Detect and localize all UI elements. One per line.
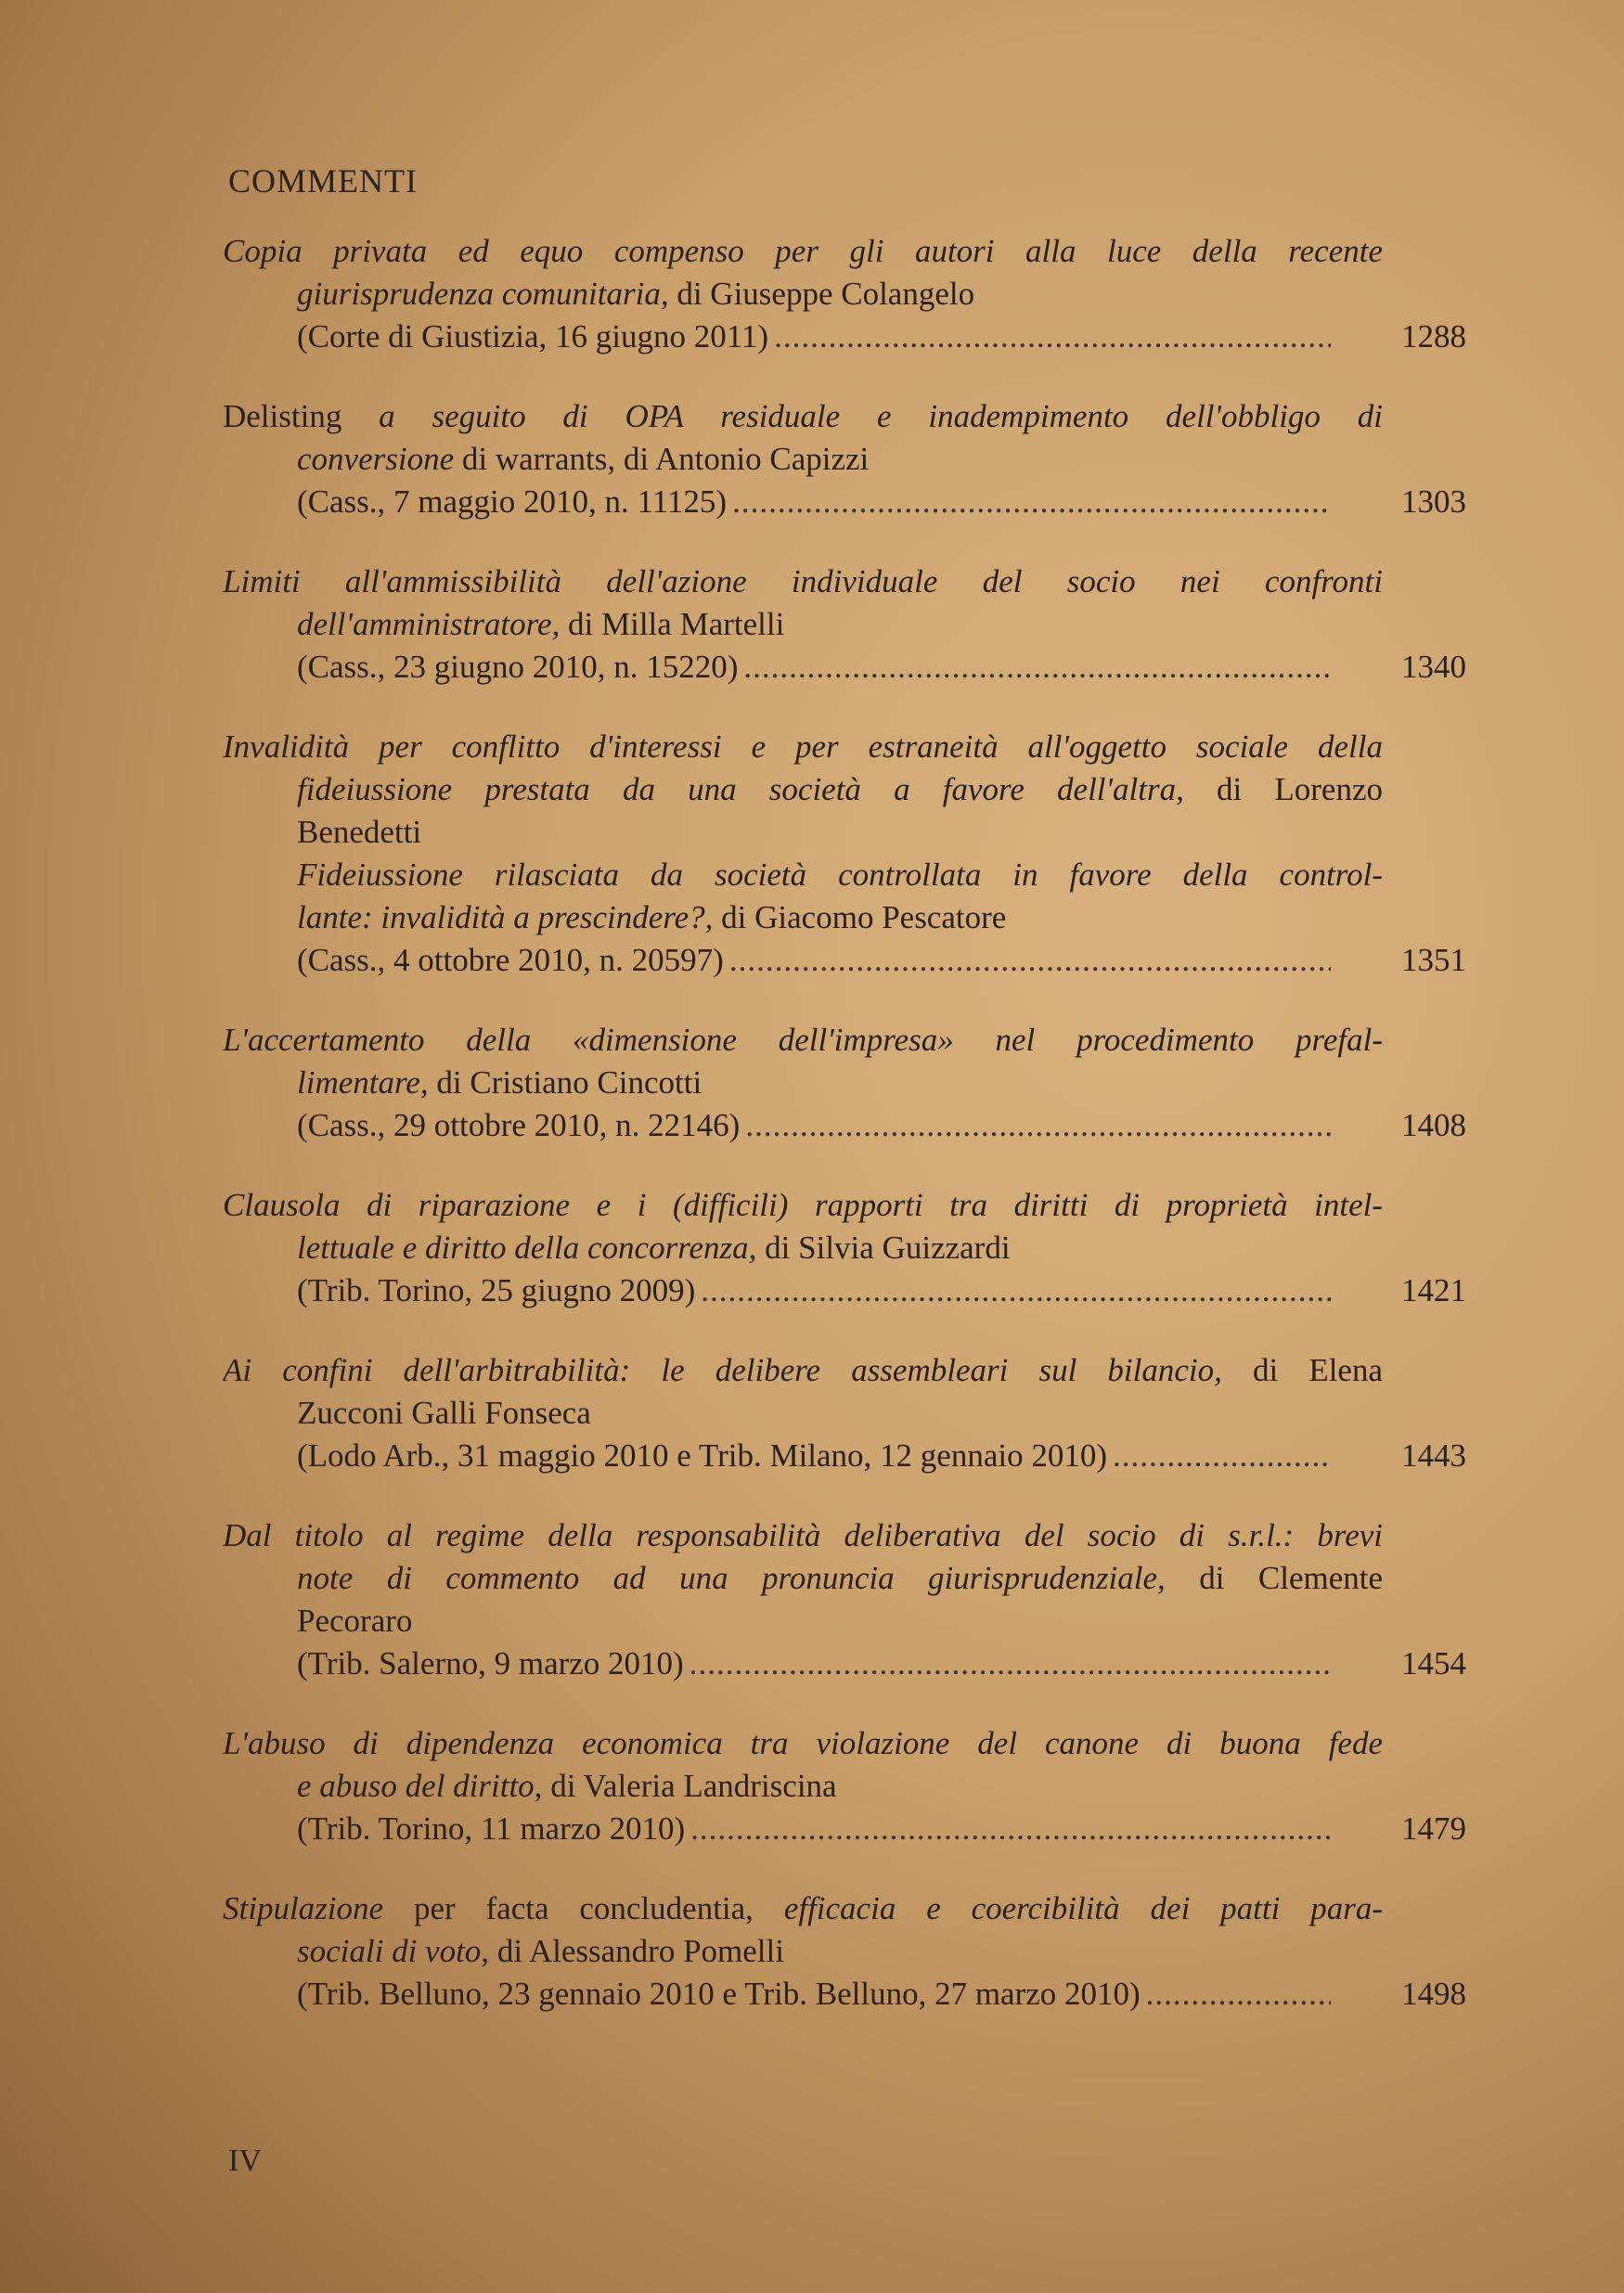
- entry-title-line: [223, 726, 1383, 768]
- dot-leader: [701, 1269, 1331, 1312]
- toc-entry: [223, 395, 1466, 523]
- entry-reference-line: [223, 646, 1466, 689]
- entry-continuation-line: [223, 1227, 1466, 1269]
- entry-continuation-line: [223, 273, 1466, 316]
- dot-leader: [732, 481, 1331, 523]
- court-reference: (Trib. Salerno, 9 marzo 2010): [297, 1645, 684, 1681]
- dot-leader: [745, 1104, 1331, 1147]
- entry-reference-line: [223, 1642, 1466, 1685]
- entry-title-line: [223, 1514, 1383, 1557]
- entry-text: Zucconi Galli Fonseca: [297, 1395, 591, 1431]
- court-reference: (Cass., 23 giugno 2010, n. 15220): [297, 649, 739, 685]
- court-reference: (Cass., 7 maggio 2010, n. 11125): [297, 483, 728, 520]
- entry-title-italic: L'accertamento della «dimensione dell'impresa» nel procedimento prefal-: [223, 1022, 1383, 1058]
- entry-title-italic: conversione: [297, 441, 455, 477]
- entry-reference-line: [223, 1973, 1466, 2016]
- entry-reference-line: [223, 939, 1466, 982]
- dot-leader: [1146, 1973, 1331, 2016]
- entry-title-line: [223, 1019, 1383, 1062]
- entry-text: di Milla Martelli: [560, 606, 785, 642]
- entry-text: di Alessandro Pomelli: [489, 1933, 784, 1969]
- entry-text: di Clemente: [1165, 1560, 1383, 1596]
- entry-reference-line: [223, 1435, 1466, 1477]
- page-number: 1303: [1401, 483, 1466, 520]
- entry-title-italic: Fideiussione rilasciata da società controllata in favore della control-: [297, 857, 1383, 893]
- entry-title-italic: fideiussione prestata da una società a favore dell'altra,: [297, 771, 1184, 807]
- entry-continuation-line: [223, 1930, 1466, 1973]
- court-reference: (Trib. Belluno, 23 gennaio 2010 e Trib. Belluno, 27 marzo 2010): [297, 1976, 1141, 2012]
- entry-title-italic: e abuso del diritto,: [297, 1768, 543, 1804]
- entry-title-line: [223, 560, 1383, 603]
- entry-continuation-line: [223, 438, 1466, 481]
- entry-text: di Giacomo Pescatore: [713, 899, 1007, 935]
- entry-reference-line: [223, 481, 1466, 523]
- court-reference: (Lodo Arb., 31 maggio 2010 e Trib. Milano, 12 gennaio 2010): [297, 1437, 1108, 1474]
- entry-continuation-line: [223, 1392, 1466, 1435]
- court-reference: (Trib. Torino, 25 giugno 2009): [297, 1272, 696, 1308]
- toc-entry: [223, 1019, 1466, 1147]
- court-reference: (Cass., 29 ottobre 2010, n. 22146): [297, 1107, 741, 1143]
- entry-text: Pecoraro: [297, 1603, 413, 1639]
- page-number: 1351: [1401, 942, 1466, 978]
- page-number: 1340: [1401, 649, 1466, 685]
- toc-entry: [223, 1722, 1466, 1850]
- entry-text: di Valeria Landriscina: [542, 1768, 837, 1804]
- page-number: 1479: [1401, 1810, 1466, 1847]
- entry-title-italic: Stipulazione: [223, 1890, 384, 1926]
- entry-title-line: [223, 1184, 1383, 1227]
- entry-title-italic: giurisprudenza comunitaria,: [297, 276, 669, 312]
- toc-entries: [223, 230, 1466, 2053]
- entry-title-italic: lante: invalidità a prescindere?,: [297, 899, 714, 935]
- entry-continuation-line: [223, 811, 1383, 854]
- entry-title-italic: efficacia e coercibilità dei patti para-: [753, 1890, 1383, 1926]
- entry-text: per facta concludentia,: [383, 1890, 754, 1926]
- dot-leader: [690, 1808, 1331, 1850]
- page-number: 1443: [1401, 1437, 1466, 1474]
- entry-continuation-line: [223, 896, 1466, 939]
- entry-text: Delisting: [223, 398, 342, 434]
- entry-continuation-line: [223, 768, 1383, 811]
- entry-continuation-line: [223, 1600, 1466, 1642]
- section-title: COMMENTI: [228, 162, 418, 200]
- entry-reference-line: [223, 316, 1466, 358]
- entry-continuation-line: [223, 854, 1383, 896]
- entry-reference-line: [223, 1269, 1466, 1312]
- entry-title-italic: limentare,: [297, 1064, 429, 1101]
- entry-title-italic: Copia privata ed equo compenso per gli autori alla luce della recente: [223, 233, 1383, 269]
- toc-entry: [223, 1349, 1466, 1477]
- entry-title-line: [223, 230, 1383, 273]
- entry-text: di Cristiano Cincotti: [428, 1064, 702, 1101]
- toc-entry: [223, 1514, 1466, 1685]
- toc-entry: [223, 230, 1466, 358]
- entry-continuation-line: [223, 603, 1466, 646]
- toc-entry: [223, 726, 1466, 982]
- entry-title-line: [223, 1349, 1383, 1392]
- toc-entry: [223, 1184, 1466, 1312]
- page-number: 1498: [1401, 1976, 1466, 2012]
- entry-text: di warrants, di Antonio Capizzi: [454, 441, 870, 477]
- entry-title-italic: sociali di voto,: [297, 1933, 490, 1969]
- entry-text: di Lorenzo: [1183, 771, 1383, 807]
- entry-reference-line: [223, 1808, 1466, 1850]
- entry-title-italic: L'abuso di dipendenza economica tra violazione del canone di buona fede: [223, 1725, 1383, 1761]
- toc-entry: [223, 1887, 1466, 2016]
- court-reference: (Corte di Giustizia, 16 giugno 2011): [297, 318, 769, 354]
- entry-continuation-line: [223, 1557, 1383, 1600]
- entry-continuation-line: [223, 1062, 1466, 1104]
- entry-text: di Giuseppe Colangelo: [668, 276, 975, 312]
- entry-title-line: [223, 395, 1383, 438]
- dot-leader: [774, 316, 1331, 358]
- dot-leader: [729, 939, 1331, 982]
- entry-title-italic: Ai confini dell'arbitrabilità: le delibere assembleari sul bilancio,: [223, 1352, 1222, 1388]
- entry-title-line: [223, 1722, 1383, 1765]
- entry-title-italic: Clausola di riparazione e i (difficili) rapporti tra diritti di proprietà intel-: [223, 1187, 1383, 1223]
- entry-title-italic: a seguito di OPA residuale e inadempimento dell'obbligo di: [342, 398, 1383, 434]
- entry-title-line: [223, 1887, 1383, 1930]
- entry-continuation-line: [223, 1765, 1466, 1808]
- entry-title-italic: lettuale e diritto della concorrenza,: [297, 1230, 757, 1266]
- entry-reference-line: [223, 1104, 1466, 1147]
- page-number: 1454: [1401, 1645, 1466, 1681]
- page-footer-number: IV: [228, 2144, 262, 2178]
- dot-leader: [690, 1642, 1331, 1685]
- entry-text: di Silvia Guizzardi: [756, 1230, 1011, 1266]
- entry-title-italic: dell'amministratore,: [297, 606, 561, 642]
- entry-title-italic: Invalidità per conflitto d'interessi e per estraneità all'oggetto sociale della: [223, 728, 1383, 765]
- dot-leader: [743, 646, 1331, 689]
- dot-leader: [1113, 1435, 1331, 1477]
- court-reference: (Cass., 4 ottobre 2010, n. 20597): [297, 942, 724, 978]
- page-number: 1421: [1401, 1272, 1466, 1308]
- court-reference: (Trib. Torino, 11 marzo 2010): [297, 1810, 686, 1847]
- page-number: 1288: [1401, 318, 1466, 354]
- entry-title-italic: Dal titolo al regime della responsabilità deliberativa del socio di s.r.l.: brevi: [223, 1517, 1383, 1553]
- entry-title-italic: note di commento ad una pronuncia giurisprudenziale,: [297, 1560, 1166, 1596]
- entry-title-italic: Limiti all'ammissibilità dell'azione individuale del socio nei confronti: [223, 563, 1383, 599]
- entry-text: Benedetti: [297, 814, 422, 850]
- page-number: 1408: [1401, 1107, 1466, 1143]
- entry-text: di Elena: [1221, 1352, 1383, 1388]
- toc-entry: [223, 560, 1466, 689]
